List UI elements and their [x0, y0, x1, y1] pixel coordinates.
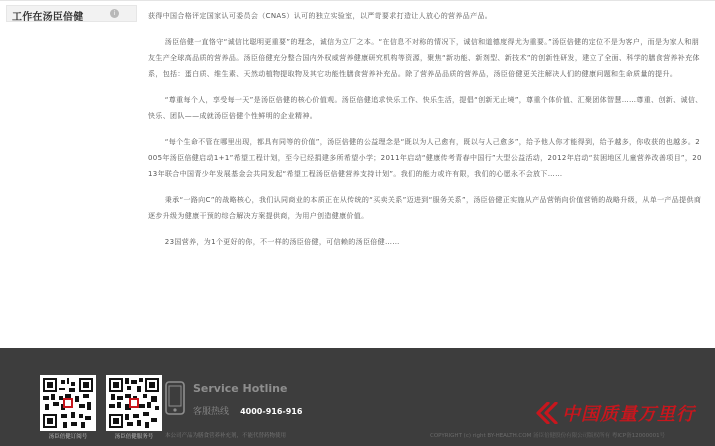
info-circle-icon: i: [110, 9, 119, 18]
hotline-info: [193, 399, 302, 418]
brand-name: 中国质量万里行: [562, 404, 695, 425]
article-paragraph: 23国营养，为1个更好的你，不一样的汤臣倍健，可信赖的汤臣倍健……: [164, 238, 400, 246]
site-footer: [0, 348, 715, 446]
article-paragraph: 秉承“一路向C”的战略核心，我们认同商业的本质正在从传统的“买卖关系”迈进到“服务关系”，汤臣倍健正实施从产品营销向价值营销的战略升级，从单一产品提供商逐步升级为健康干预的综合解决方案提供商，为用户创造健康价值。: [148, 196, 702, 220]
qr-caption: 汤臣倍健服务号: [114, 434, 154, 440]
sidebar-item-label: 工作在汤臣倍健: [12, 12, 84, 23]
article-paragraph: “每个生命不管在哪里出现，都具有同等的价值”，汤臣倍健的公益理念是“既以为人己愈有，既以与人己愈多”，给予他人你才能得到，给予越多，你收获的也越多。2005年汤臣倍健启动1+1”希望工程计划，至今已经捐建多所希望小学；2011年启动“健康传考青春中国行”大型公益活动，2012年启动“贫困地区儿童营养改善项目”，2013年联合中国青少年发展基金会共同发起“希望工程汤臣倍健营养支持计划”。我们的能力或许有限，我们的心愿永不会放下……: [148, 138, 702, 178]
hotline-title: Service Hotline: [193, 382, 288, 395]
qr-caption: 汤臣倍健订阅号: [48, 434, 88, 440]
brand-logo[interactable]: [534, 400, 709, 426]
article-paragraph: “尊重每个人，享受每一天”是汤臣倍健的核心价值观。汤臣倍健追求快乐工作、快乐生活，提倡“创新无止境”，尊重个体价值、汇聚团体智慧……尊重、创新、诚信、快乐、团队——成就汤臣倍健个性鲜明的企业精神。: [148, 96, 703, 120]
hotline-number[interactable]: 4000-916-916: [240, 407, 303, 416]
footer-copyright: COPYRIGHT (c) right BY-HEALTH.COM 汤臣倍健股份有限公司版权所有 粤ICP备12000001号: [430, 433, 666, 439]
qr-code-subscription: [40, 375, 96, 431]
qr-subscription: [40, 375, 96, 441]
article-paragraph: 获得中国合格评定国家认可委员会（CNAS）认可的独立实验室，以严苛要求打造让人放心的营养品产品。: [148, 12, 493, 20]
mobile-phone-icon: [165, 381, 185, 415]
qr-code-service: [106, 375, 162, 431]
article-body: [148, 8, 703, 260]
article-paragraph: 汤臣倍健一直恪守“诚信比聪明更重要”的理念，诚信为立厂之本。“在信息不对称的情况下，诚信和道德度得尤为重要。”汤臣倍健的定位不是为客户，而是为家人和朋友生产全球高品质的营养品。汤臣倍健充分整合国内外权威营养健康研究机构等资源，聚焦“新功能、新剂型、新技术”的创新性研发，建立了全面、科学的膳食营养补充体系，包括：蛋白质、维生素、天然动植物提取物及其它功能性膳食营养补充品。除了营养品品质的营养品，汤臣倍健更关注解决人们的健康问题和生命质量的提升。: [148, 38, 700, 78]
hotline-label: 客服热线: [193, 407, 230, 417]
sidebar-item-work-at-by-health[interactable]: [6, 5, 137, 22]
top-divider: [0, 0, 715, 1]
qr-code-icon: [109, 378, 159, 428]
qr-service: [106, 375, 162, 441]
footer-disclaimer: 本公司产品为膳食营养补充剂，不能代替药物使用: [165, 433, 287, 439]
brand-logo-icon: [534, 402, 558, 424]
qr-code-icon: [43, 378, 93, 428]
